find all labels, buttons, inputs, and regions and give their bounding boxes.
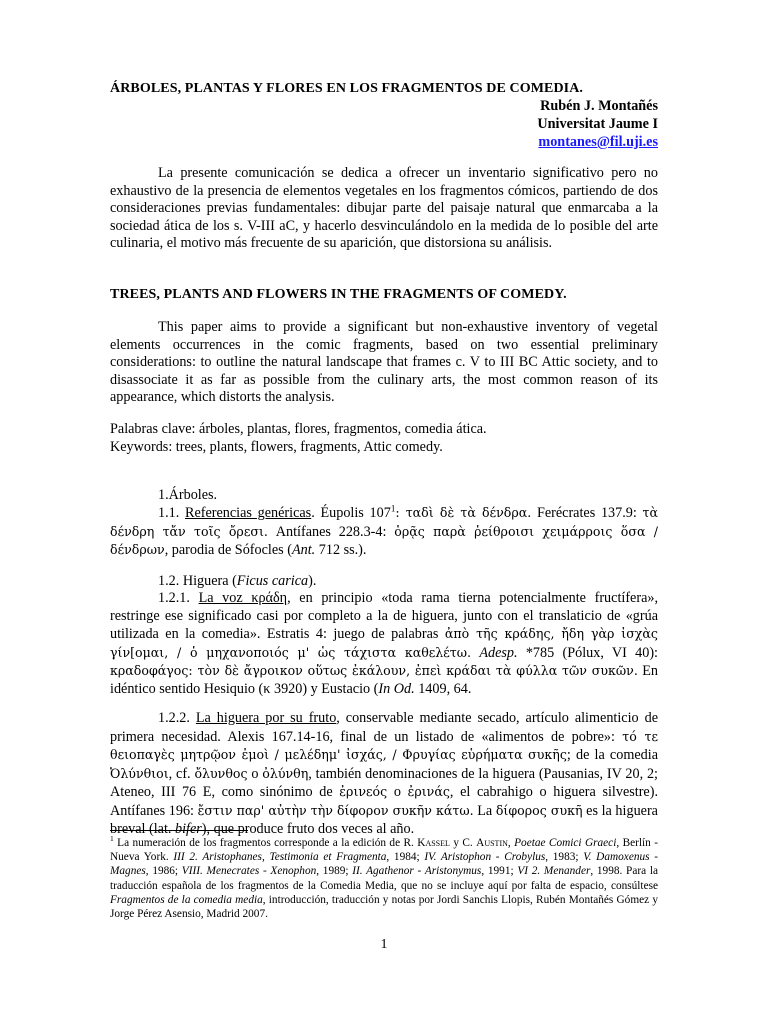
subheading-krade: La voz κράδη bbox=[198, 590, 288, 606]
page-number: 1 bbox=[380, 937, 388, 952]
footnote-1: $^1$ La numeración de los fragmentos corresponde a la edición de R. Kassel y C. Austin, Poetae Comici Graeci, Berlín - Nueva York. III 2. Aristophanes, Testimonia et Fragmenta, 1984; IV. Aristophon - Crobylus, 1983; V. Damoxenus - Magnes, 1986; VIII. Menecrates - Xenophon, 1989; II. Agathenor - Aristonymus, 1991; VI 2. Menander, 1998. Para la traducción española de los fragmentos de la Comedia Media, que no se incluye aquí por falta de espacio, consúltese Fragmentos de la comedia media, introducción, traducción y notas por Jordi Sanchis Llopis, Rubén Montañés Gómez y Jorge Pérez Asensio, Madrid 2007. bbox=[110, 834, 658, 921]
paragraph-1-2-2: 1.2.2. La higuera por su fruto, conservable mediante secado, artículo alimenticio de primera necesidad. Alexis 167.14-16, final de un listado de «alimentos de pobre»: τό τε θειοπαγὲς μητρῷον ἐμοὶ / μελέδημ' ἰσχάς, / Φρυγίας εὑρήματα συκῆς; de la comedia Ὀλύνθιοι, cf. ὄλυνθος o ὀλύνθη, también denominaciones de la higuera (Pausanias, IV 20, 2; Ateneo, III 76 E, como sinónimo de ἐρινεός o ἐρινάς, el cabrahigo o higuera silvestre). Antífanes 196: ἔστιν παρ' αὐτὴν τὴν δίφορον συκῆν κάτω. La δίφορος συκῆ es la higuera breval (lat. bifer), que produce fruto dos veces al año. bbox=[110, 710, 659, 837]
footnote-separator bbox=[110, 830, 248, 831]
paragraph-1-2: 1.2. Higuera (Ficus carica). bbox=[158, 573, 317, 589]
subheading-generic-references: Referencias genéricas bbox=[184, 505, 312, 521]
author-name: Rubén J. Montañés bbox=[540, 98, 658, 114]
paragraph-1-2-1: 1.2.1. La voz κράδη, en principio «toda rama tierna potencialmente fructífera», restringe ese significado casi por completo a la de higuera, junto con el translaticio de «grúa utilizada en la comedia». Estratis 4: juego de palabras ἀπὸ τῆς κράδης, ἤδη γὰρ ἰσχὰς γίν[ομαι, / ὁ μηχανοποιός μ' ὡς τάχιστα καθελέτω. Adesp. *785 (Pólux, VI 40): κραδοφάγος: τὸν δὲ ἄγροικον οὕτως ἐκάλουν, ἐπεὶ κράδαι τὰ φύλλα τῶν συκῶν. En idéntico sentido Hesiquio (κ 3920) y Eustacio (In Od. 1409, 64. bbox=[110, 590, 659, 697]
title-english: TREES, PLANTS AND FLOWERS IN THE FRAGMENTS OF COMEDY. bbox=[110, 287, 567, 302]
subheading-fig-fruit: La higuera por su fruto bbox=[195, 710, 337, 726]
section-heading-trees: 1.Árboles. bbox=[158, 487, 218, 503]
keywords-english: Keywords: trees, plants, flowers, fragments, Attic comedy. bbox=[110, 439, 443, 455]
abstract-spanish: La presente comunicación se dedica a ofrecer un inventario significativo pero no exhaustivo de la presencia de elementos vegetales en los fragmentos cómicos, partiendo de dos consideraciones previas fundamentales: dibujar parte del paisaje natural que enmarcaba a la sociedad ática de los s. V-III aC, y hacerlo desvinculándolo en la medida de lo posible del arte culinaria, el motivo más frecuente de su aparición, que distorsiona su análisis. bbox=[110, 165, 658, 252]
affiliation: Universitat Jaume I bbox=[537, 116, 658, 132]
keywords-spanish: Palabras clave: árboles, plantas, flores, fragmentos, comedia ática. bbox=[110, 421, 487, 437]
author-email bbox=[110, 134, 658, 152]
abstract-english: This paper aims to provide a significant but non-exhaustive inventory of vegetal elements occurrences in the comic fragments, based on two essential preliminary considerations: to outline the natural landscape that frames c. V to III BC Attic society, and to disassociate it as far as possible from the culinary arts, the most common reason of its appearance, which distorts the analysis. bbox=[110, 319, 658, 406]
email-link[interactable]: montanes@fil.uji.es bbox=[538, 134, 658, 150]
paragraph-1-1: 1.1. Referencias genéricas. Éupolis $107^1$: ταδὶ δὲ τὰ δένδρα. Ferécrates 137.9: τὰ δένδρη τἄν τοῖς ὄρεσι. Antífanes 228.3-4: ὁρᾷς παρὰ ῥείθροισι χειμάρροις ὅσα / δένδρων, parodia de Sófocles (Ant. 712 ss.). bbox=[110, 503, 658, 559]
footnote-number: 1 bbox=[110, 834, 114, 844]
title-spanish: ÁRBOLES, PLANTAS Y FLORES EN LOS FRAGMENTOS DE COMEDIA. bbox=[110, 81, 584, 96]
footnote-ref[interactable]: 1 bbox=[390, 503, 396, 514]
